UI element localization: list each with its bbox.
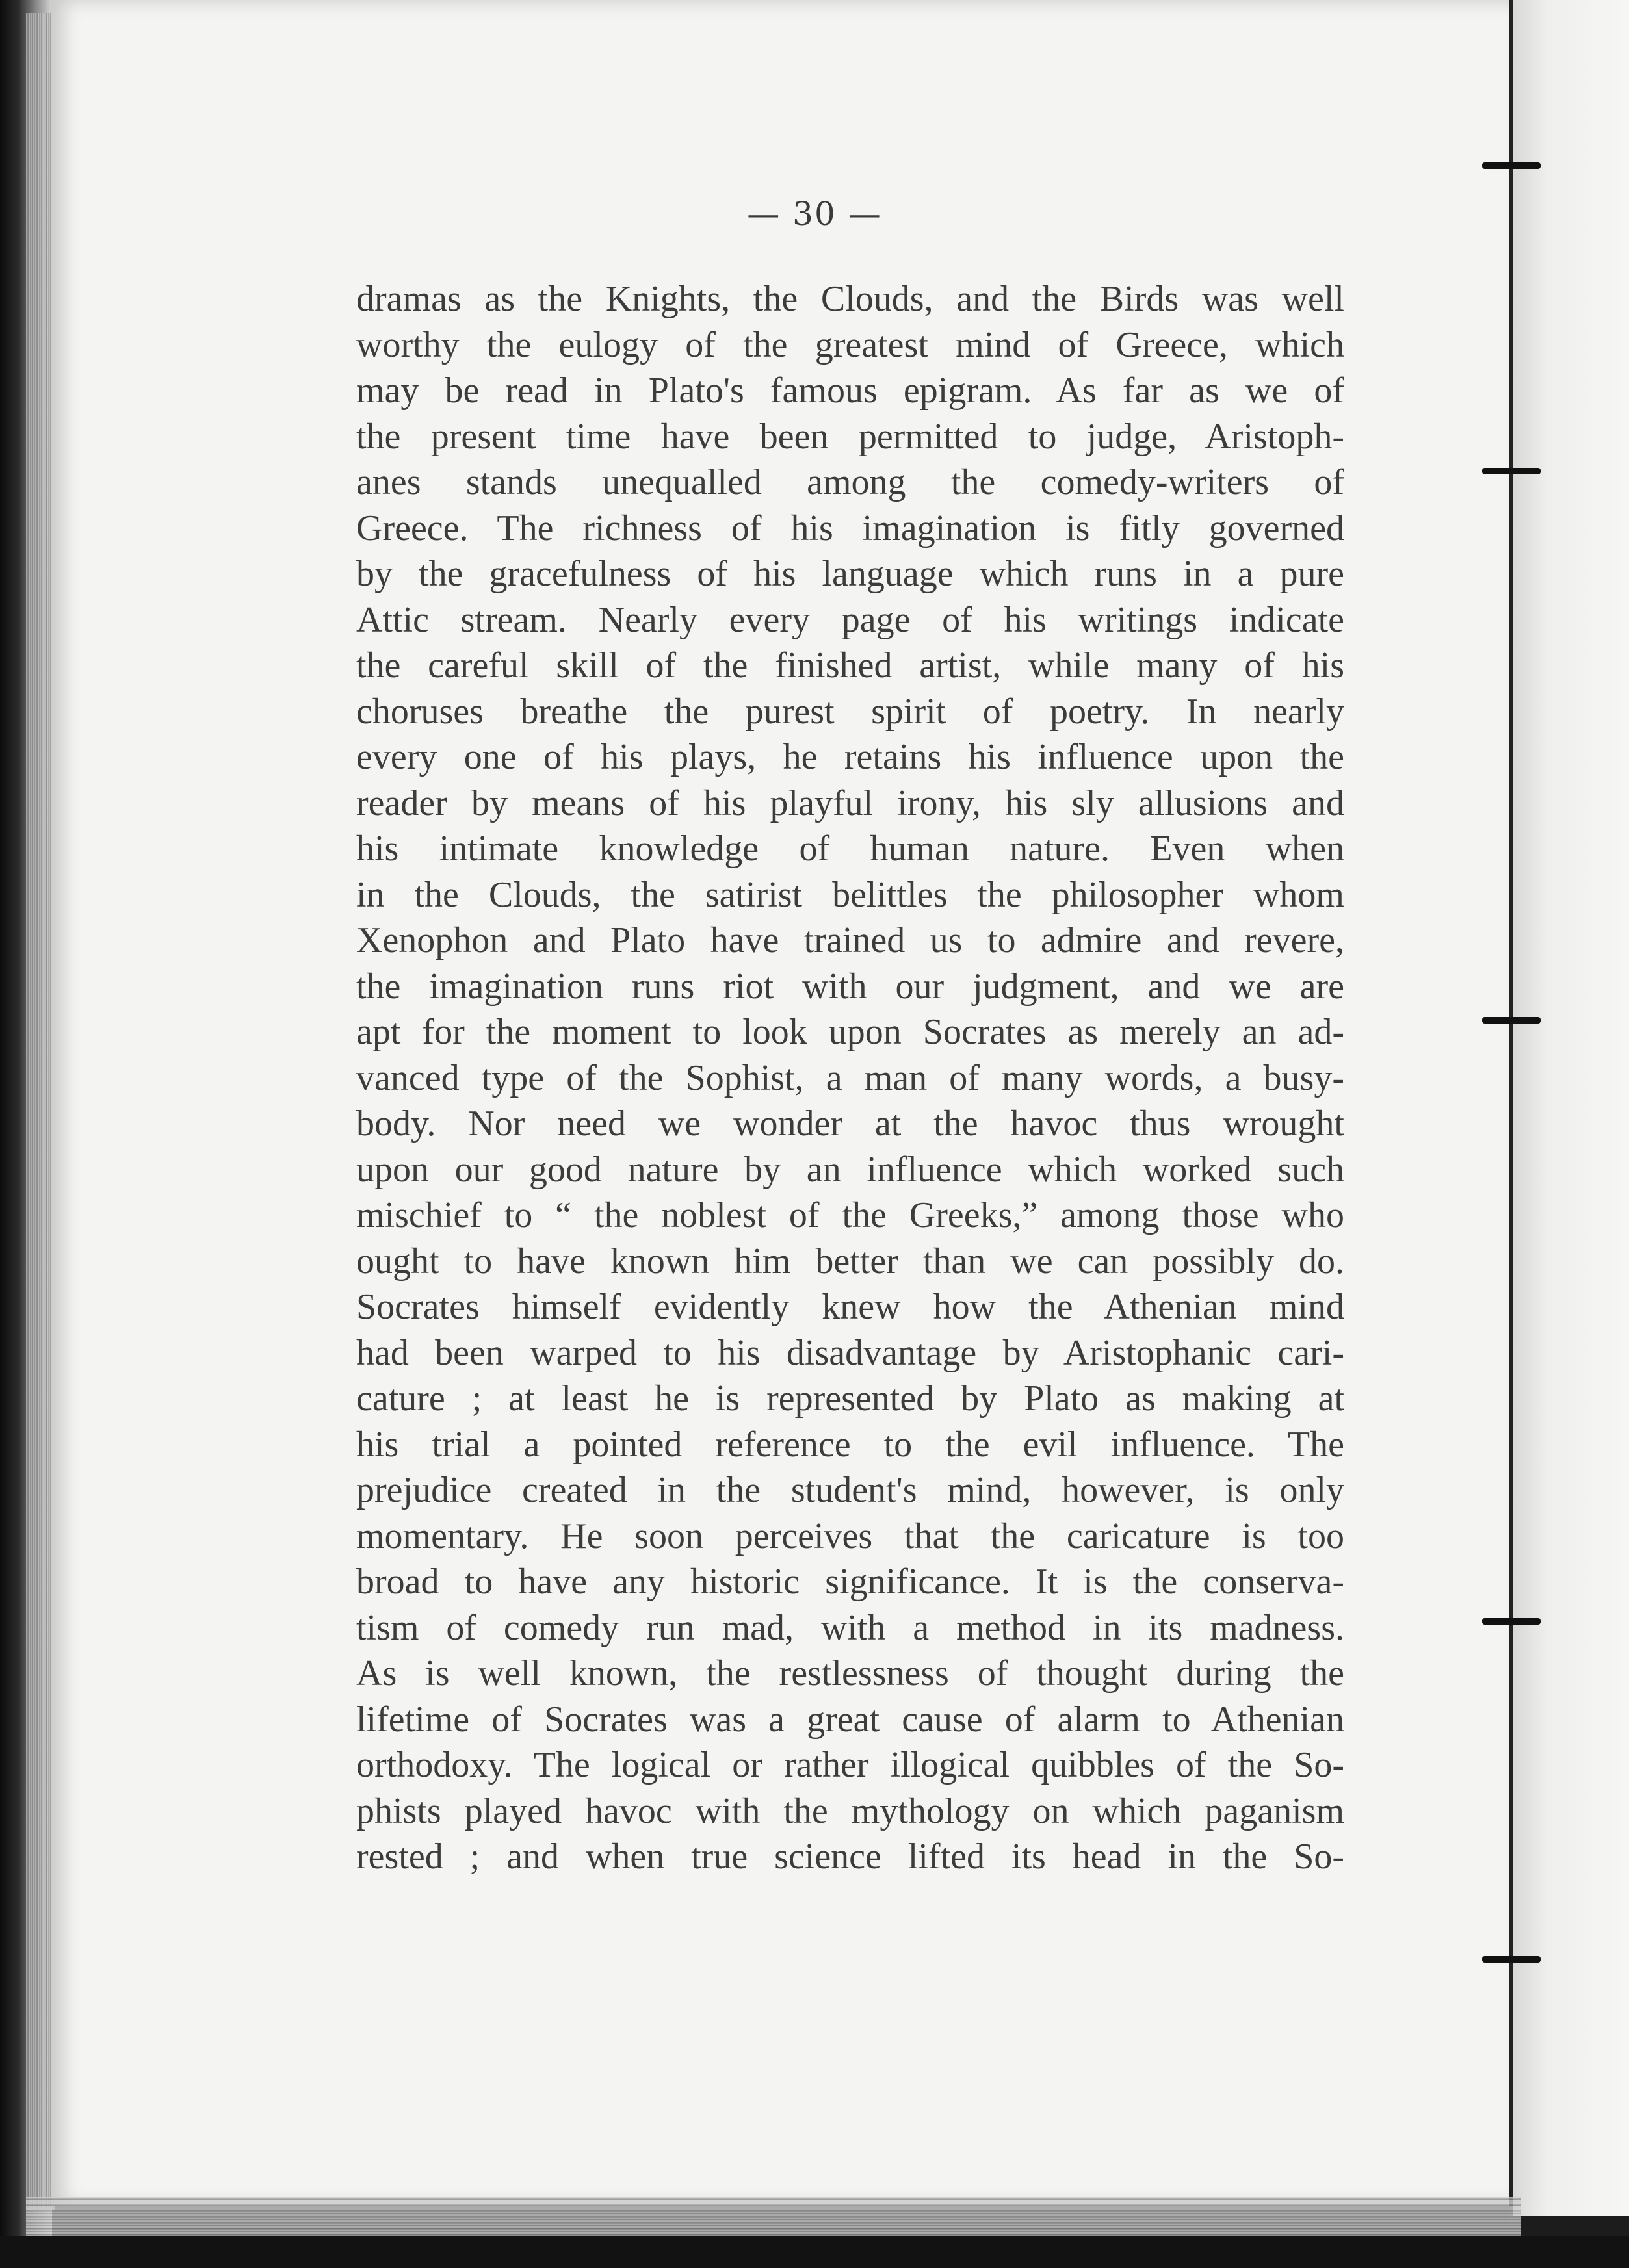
text-line: his trial a pointed reference to the evil influence. The <box>356 1424 1344 1465</box>
text-line: vanced type of the Sophist, a man of many words, a busy- <box>356 1057 1344 1098</box>
text-line: orthodoxy. The logical or rather illogical quibbles of the So- <box>356 1745 1344 1785</box>
text-line: the careful skill of the finished artist, while many of his <box>356 645 1344 686</box>
binding-stitch <box>1482 1618 1541 1625</box>
text-line: by the gracefulness of his language which runs in a pure <box>356 554 1344 594</box>
text-line: every one of his plays, he retains his influence upon the <box>356 737 1344 777</box>
binding-stitch <box>1482 162 1541 169</box>
binding-stitch <box>1482 1956 1541 1963</box>
text-line: the present time have been permitted to judge, Aristoph- <box>356 416 1344 457</box>
text-line: apt for the moment to look upon Socrates as merely an ad- <box>356 1012 1344 1052</box>
text-line: cature ; at least he is represented by Plato as making at <box>356 1378 1344 1419</box>
text-line: anes stands unequalled among the comedy-writers of <box>356 462 1344 502</box>
text-line: momentary. He soon perceives that the caricature is too <box>356 1515 1344 1556</box>
text-line: broad to have any historic significance. It is the conserva- <box>356 1562 1344 1602</box>
binding-stitch <box>1482 1017 1541 1024</box>
text-line: had been warped to his disadvantage by Aristophanic cari- <box>356 1332 1344 1373</box>
text-line: Greece. The richness of his imagination is fitly governed <box>356 508 1344 548</box>
text-line: dramas as the Knights, the Clouds, and the Birds was well <box>356 279 1344 319</box>
page-edges-bottom <box>26 2197 1521 2236</box>
text-line: may be read in Plato's famous epigram. As far as we of <box>356 370 1344 411</box>
text-line: As is well known, the restlessness of thought during the <box>356 1653 1344 1694</box>
text-line: reader by means of his playful irony, his sly allusions and <box>356 782 1344 823</box>
text-line: Socrates himself evidently knew how the Athenian mind <box>356 1287 1344 1327</box>
text-line: in the Clouds, the satirist belittles the philosopher whom <box>356 874 1344 915</box>
page-number: — 30 — <box>747 195 882 233</box>
text-line: his intimate knowledge of human nature. Even when <box>356 829 1344 869</box>
text-line: body. Nor need we wonder at the havoc thus wrought <box>356 1103 1344 1144</box>
text-line: rested ; and when true science lifted its head in the So- <box>356 1836 1344 1877</box>
binding-stitch <box>1482 468 1541 474</box>
text-line: upon our good nature by an influence which worked such <box>356 1149 1344 1190</box>
text-line: ought to have known him better than we can possibly do. <box>356 1241 1344 1282</box>
text-line: prejudice created in the student's mind, however, is only <box>356 1470 1344 1510</box>
gutter-line <box>1509 0 1513 2223</box>
scan-background-bottom <box>0 2236 1629 2268</box>
text-line: the imagination runs riot with our judgment, and we are <box>356 966 1344 1007</box>
facing-page-edge <box>1513 0 1629 2216</box>
body-text <box>356 276 1344 1880</box>
text-line: tism of comedy run mad, with a method in its madness. <box>356 1607 1344 1648</box>
text-line: Xenophon and Plato have trained us to admire and revere, <box>356 920 1344 960</box>
text-line: Attic stream. Nearly every page of his writings indicate <box>356 599 1344 640</box>
text-line: choruses breathe the purest spirit of poetry. In nearly <box>356 691 1344 732</box>
text-line: worthy the eulogy of the greatest mind of Greece, which <box>356 324 1344 365</box>
text-line: mischief to “ the noblest of the Greeks,” among those who <box>356 1195 1344 1235</box>
text-line: lifetime of Socrates was a great cause of alarm to Athenian <box>356 1699 1344 1740</box>
text-line: phists played havoc with the mythology on which paganism <box>356 1790 1344 1831</box>
